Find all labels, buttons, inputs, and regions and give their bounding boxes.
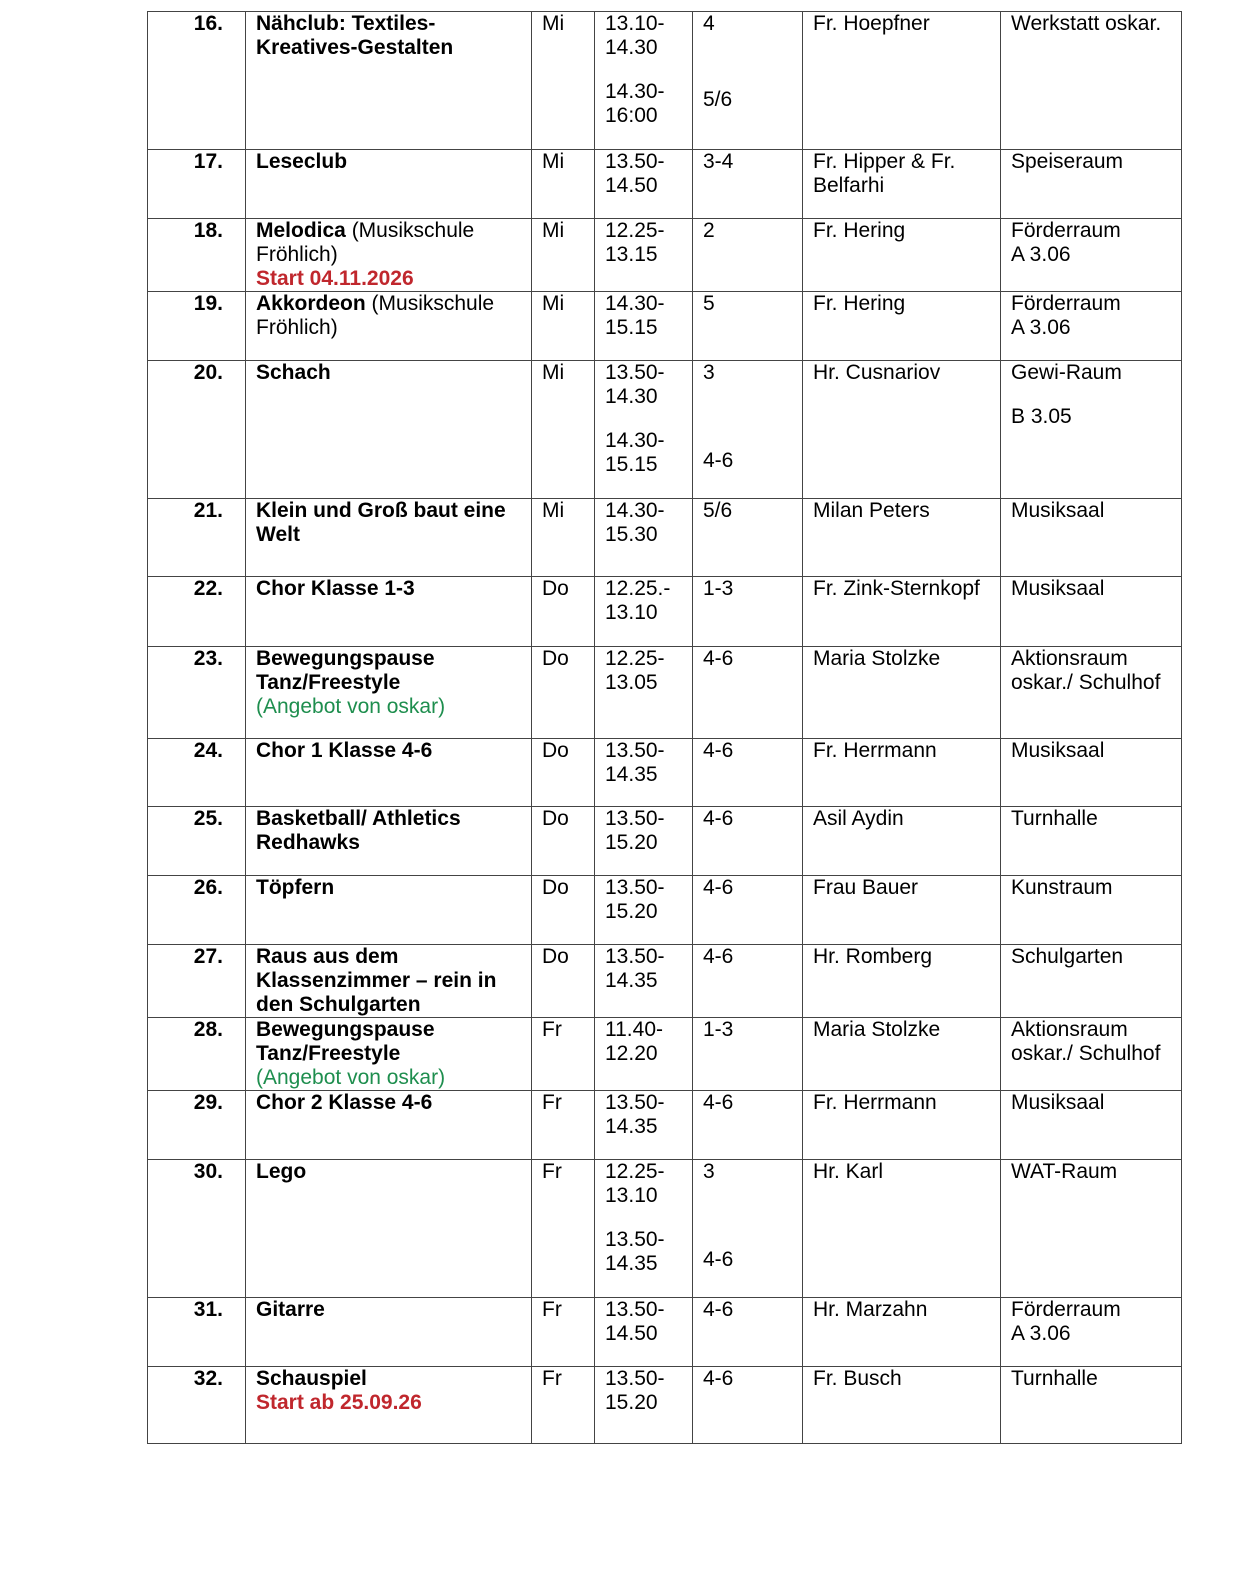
table-row [148,945,1182,1018]
room-value: B 3.05 [1011,405,1072,428]
teacher-cell: Fr. Hering [803,292,1001,361]
weekday-cell: Do [532,647,595,739]
grade-value: 4-6 [703,1367,734,1390]
time-value: 14.30- [605,499,665,522]
time-value: 12.25- [605,219,665,242]
course-title-cell [246,1367,532,1444]
course-title-cell [246,1018,532,1091]
room-value: Musiksaal [1011,499,1105,522]
course-title: Chor 1 Klasse 4-6 [256,739,433,762]
spacer [703,385,792,449]
course-title: Raus aus dem Klassenzimmer – rein in den Schulgarten [256,945,497,1016]
time-value: 13.50- [605,1367,665,1390]
room-cell [1001,12,1182,150]
room-cell [1001,1091,1182,1160]
grade-cell [693,499,803,577]
time-value: 13.50- [605,876,665,899]
time-value: 13.10- [605,12,665,35]
room-cell [1001,945,1182,1018]
weekday-cell: Fr [532,1091,595,1160]
table-row [148,1018,1182,1091]
weekday-cell: Mi [532,292,595,361]
row-number: 18. [148,219,246,292]
grade-cell [693,1160,803,1298]
grade-cell [693,577,803,647]
course-title: Basketball/ Athletics Redhawks [256,807,461,854]
grade-value: 4-6 [703,807,734,830]
time-value: 14.30- [605,80,665,103]
time-value: 15.20 [605,900,658,923]
teacher-cell: Frau Bauer [803,876,1001,945]
spacer [1011,385,1171,405]
room-value: Kunstraum [1011,876,1113,899]
grade-value: 4-6 [703,1248,734,1271]
grade-value: 4-6 [703,945,734,968]
room-cell [1001,647,1182,739]
time-value: 15.15 [605,316,658,339]
room-value: Förderraum [1011,219,1121,242]
course-title-cell [246,12,532,150]
row-number: 25. [148,807,246,876]
row-number: 29. [148,1091,246,1160]
room-value: Förderraum [1011,292,1121,315]
teacher-cell: Maria Stolzke [803,1018,1001,1091]
table-row [148,12,1182,150]
grade-cell [693,12,803,150]
table-row [148,1091,1182,1160]
time-cell [595,876,693,945]
time-cell [595,499,693,577]
course-title: Akkordeon [256,292,366,315]
weekday-cell: Do [532,577,595,647]
course-title: Bewegungspause Tanz/Freestyle [256,1018,435,1065]
room-cell [1001,1160,1182,1298]
weekday-cell: Fr [532,1160,595,1298]
weekday-cell: Mi [532,499,595,577]
table-row [148,739,1182,807]
room-cell [1001,577,1182,647]
room-cell [1001,499,1182,577]
time-cell [595,647,693,739]
time-value: 13.10 [605,601,658,624]
time-value: 13.50- [605,361,665,384]
room-cell [1001,361,1182,499]
grade-cell [693,807,803,876]
room-cell [1001,739,1182,807]
room-cell [1001,1298,1182,1367]
course-title: Klein und Groß baut eine Welt [256,499,506,546]
time-value: 13.10 [605,1184,658,1207]
teacher-cell: Fr. Herrmann [803,739,1001,807]
time-value: 14.30- [605,429,665,452]
time-value: 13.50- [605,1298,665,1321]
course-provider: (Musikschule Fröhlich) [256,292,495,339]
weekday-cell: Do [532,807,595,876]
course-title-cell [246,150,532,219]
course-title: Gitarre [256,1298,325,1321]
weekday-cell: Fr [532,1018,595,1091]
room-cell [1001,876,1182,945]
table-row [148,1298,1182,1367]
room-value: Schulgarten [1011,945,1124,968]
room-value: Musiksaal [1011,739,1105,762]
teacher-cell: Hr. Romberg [803,945,1001,1018]
course-title: Töpfern [256,876,335,899]
grade-value: 3-4 [703,150,734,173]
room-value: Musiksaal [1011,577,1105,600]
course-schedule-table [147,11,1182,1444]
room-value: Speiseraum [1011,150,1124,173]
teacher-cell: Fr. Hoepfner [803,12,1001,150]
room-value: Aktionsraum oskar./ Schulhof [1011,647,1161,694]
time-cell [595,219,693,292]
time-value: 14.50 [605,174,658,197]
time-value: 14.35 [605,763,658,786]
grade-value: 3 [703,1160,715,1183]
start-date-note: Start ab 25.09.26 [256,1391,422,1414]
course-title-cell [246,1160,532,1298]
course-title-cell [246,292,532,361]
weekday-cell: Do [532,876,595,945]
time-cell [595,292,693,361]
room-cell [1001,150,1182,219]
teacher-cell: Asil Aydin [803,807,1001,876]
time-value: 11.40- [605,1018,663,1041]
spacer [605,409,682,429]
row-number: 26. [148,876,246,945]
time-cell [595,739,693,807]
teacher-cell: Maria Stolzke [803,647,1001,739]
table-row [148,647,1182,739]
spacer [605,60,682,80]
grade-cell [693,150,803,219]
row-number: 30. [148,1160,246,1298]
time-value: 14.50 [605,1322,658,1345]
time-value: 14.30 [605,36,658,59]
weekday-cell: Mi [532,361,595,499]
teacher-cell: Hr. Marzahn [803,1298,1001,1367]
course-title-cell [246,876,532,945]
course-title: Chor Klasse 1-3 [256,577,415,600]
time-value: 13.05 [605,671,658,694]
room-value: Gewi-Raum [1011,361,1122,384]
room-value: A 3.06 [1011,1322,1071,1345]
row-number: 24. [148,739,246,807]
table-row [148,807,1182,876]
grade-value: 5/6 [703,88,733,111]
course-provider: (Musikschule Fröhlich) [256,219,475,266]
course-title-cell [246,499,532,577]
weekday-cell: Do [532,945,595,1018]
time-cell [595,577,693,647]
course-title-cell [246,1091,532,1160]
time-value: 16:00 [605,104,658,127]
course-title-cell [246,219,532,292]
time-cell [595,807,693,876]
time-cell [595,1298,693,1367]
row-number: 23. [148,647,246,739]
time-value: 14.30 [605,385,658,408]
time-value: 13.50- [605,739,665,762]
grade-value: 4-6 [703,1298,734,1321]
table-row [148,499,1182,577]
grade-cell [693,739,803,807]
time-value: 15.30 [605,523,658,546]
time-value: 15.20 [605,831,658,854]
course-title-cell [246,739,532,807]
teacher-cell: Fr. Busch [803,1367,1001,1444]
room-cell [1001,219,1182,292]
grade-cell [693,292,803,361]
spacer [703,1184,792,1248]
time-value: 12.25- [605,1160,665,1183]
room-cell [1001,292,1182,361]
time-cell [595,1367,693,1444]
course-title-cell [246,1298,532,1367]
time-value: 15.20 [605,1391,658,1414]
course-title-cell [246,361,532,499]
table-row [148,150,1182,219]
time-cell [595,12,693,150]
weekday-cell: Fr [532,1298,595,1367]
time-value: 13.15 [605,243,658,266]
grade-value: 4-6 [703,1091,734,1114]
course-title-cell [246,807,532,876]
time-cell [595,1018,693,1091]
row-number: 32. [148,1367,246,1444]
course-title: Bewegungspause Tanz/Freestyle [256,647,435,694]
course-title-cell [246,945,532,1018]
teacher-cell: Hr. Cusnariov [803,361,1001,499]
course-title: Schauspiel [256,1367,367,1390]
grade-cell [693,1018,803,1091]
grade-value: 4 [703,12,715,35]
grade-cell [693,1367,803,1444]
table-row [148,361,1182,499]
teacher-cell: Hr. Karl [803,1160,1001,1298]
row-number: 22. [148,577,246,647]
course-title: Lego [256,1160,307,1183]
course-title-cell [246,647,532,739]
grade-value: 1-3 [703,1018,734,1041]
weekday-cell: Mi [532,219,595,292]
weekday-cell: Mi [532,12,595,150]
time-value: 12.25- [605,647,665,670]
room-cell [1001,807,1182,876]
teacher-cell: Fr. Hering [803,219,1001,292]
grade-value: 4-6 [703,647,734,670]
weekday-cell: Fr [532,1367,595,1444]
room-cell [1001,1367,1182,1444]
time-value: 14.35 [605,1252,658,1275]
table-row [148,219,1182,292]
row-number: 19. [148,292,246,361]
time-value: 13.50- [605,1091,665,1114]
table-row [148,577,1182,647]
table-body [148,12,1182,1444]
time-value: 14.35 [605,969,658,992]
row-number: 21. [148,499,246,577]
spacer [605,1208,682,1228]
room-value: Musiksaal [1011,1091,1105,1114]
row-number: 28. [148,1018,246,1091]
grade-cell [693,219,803,292]
teacher-cell: Fr. Hipper & Fr. Belfarhi [803,150,1001,219]
offer-note: (Angebot von oskar) [256,695,446,718]
weekday-cell: Mi [532,150,595,219]
grade-cell [693,361,803,499]
time-cell [595,1160,693,1298]
teacher-cell: Fr. Herrmann [803,1091,1001,1160]
table-row [148,1160,1182,1298]
time-cell [595,945,693,1018]
time-value: 15.15 [605,453,658,476]
time-value: 14.35 [605,1115,658,1138]
teacher-cell: Milan Peters [803,499,1001,577]
row-number: 16. [148,12,246,150]
grade-value: 1-3 [703,577,734,600]
course-title: Schach [256,361,331,384]
weekday-cell: Do [532,739,595,807]
row-number: 27. [148,945,246,1018]
time-value: 13.50- [605,807,665,830]
grade-value: 2 [703,219,715,242]
course-title: Melodica [256,219,346,242]
grade-value: 4-6 [703,876,734,899]
grade-value: 4-6 [703,739,734,762]
row-number: 31. [148,1298,246,1367]
grade-cell [693,1298,803,1367]
table-row [148,1367,1182,1444]
start-date-note: Start 04.11.2026 [256,267,414,290]
grade-cell [693,647,803,739]
grade-value: 3 [703,361,715,384]
grade-cell [693,876,803,945]
room-value: Aktionsraum oskar./ Schulhof [1011,1018,1161,1065]
offer-note: (Angebot von oskar) [256,1066,446,1089]
row-number: 20. [148,361,246,499]
room-value: Turnhalle [1011,807,1098,830]
room-value: Förderraum [1011,1298,1121,1321]
room-value: A 3.06 [1011,316,1071,339]
time-value: 12.20 [605,1042,658,1065]
grade-cell [693,1091,803,1160]
room-value: WAT-Raum [1011,1160,1118,1183]
course-title-cell [246,577,532,647]
course-title: Nähclub: Textiles-Kreatives-Gestalten [256,12,454,59]
time-cell [595,361,693,499]
time-value: 14.30- [605,292,665,315]
time-value: 12.25.- [605,577,671,600]
room-value: Werkstatt oskar. [1011,12,1162,35]
time-cell [595,150,693,219]
table-row [148,292,1182,361]
time-value: 13.50- [605,945,665,968]
room-value: Turnhalle [1011,1367,1098,1390]
time-cell [595,1091,693,1160]
table-row [148,876,1182,945]
room-value: A 3.06 [1011,243,1071,266]
grade-cell [693,945,803,1018]
grade-value: 5 [703,292,715,315]
course-title: Chor 2 Klasse 4-6 [256,1091,433,1114]
row-number: 17. [148,150,246,219]
spacer [703,36,792,88]
grade-value: 5/6 [703,499,733,522]
teacher-cell: Fr. Zink-Sternkopf [803,577,1001,647]
room-cell [1001,1018,1182,1091]
course-title: Leseclub [256,150,348,173]
grade-value: 4-6 [703,449,734,472]
time-value: 13.50- [605,1228,665,1251]
time-value: 13.50- [605,150,665,173]
